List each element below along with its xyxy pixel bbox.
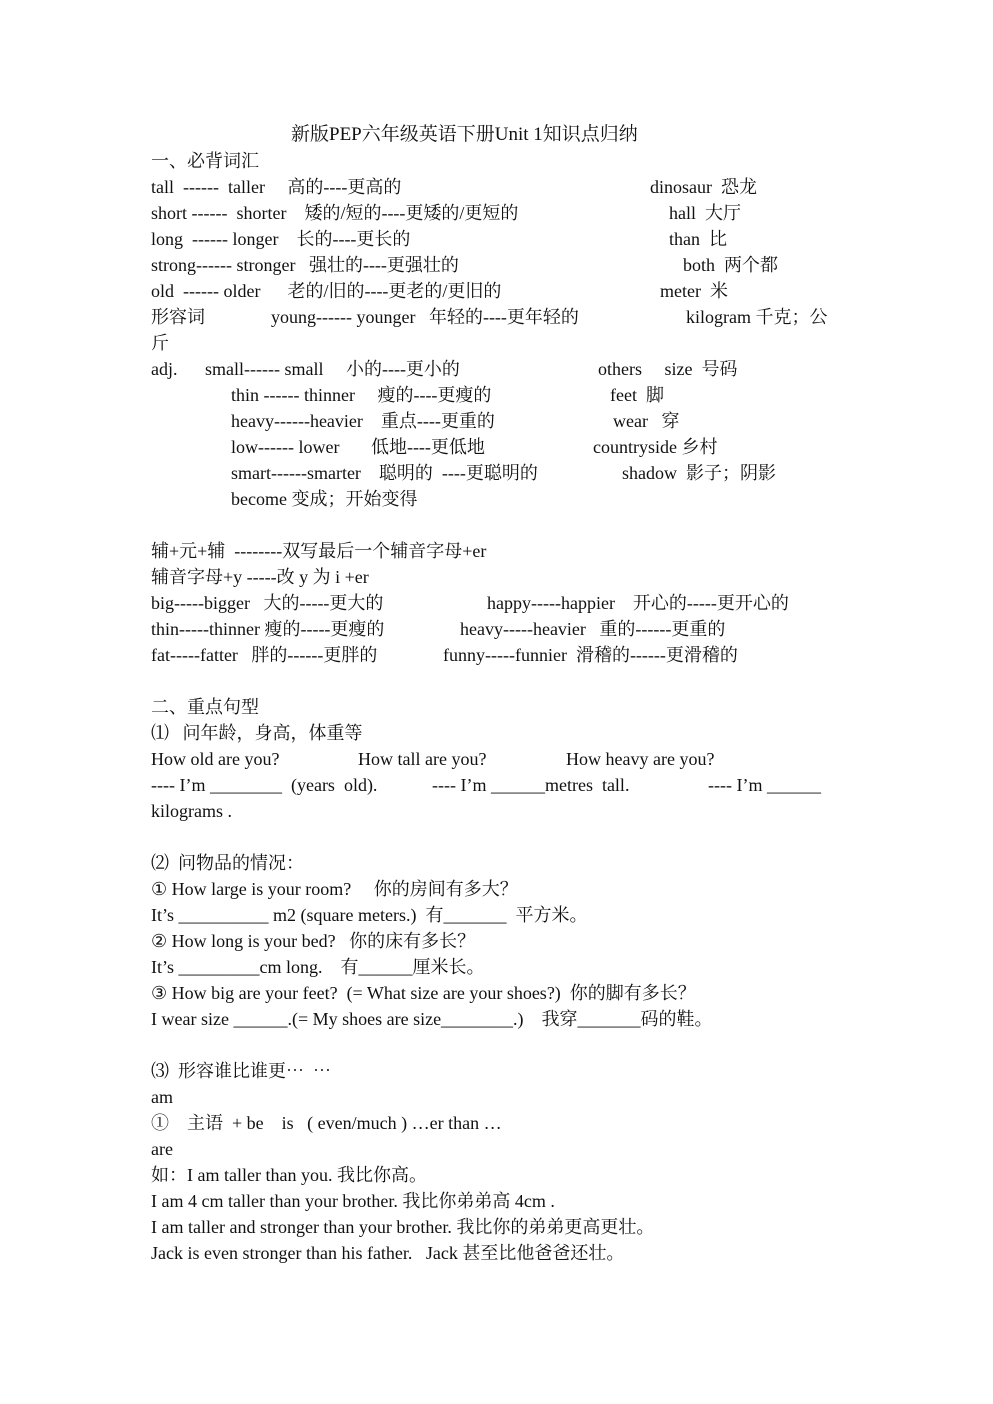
question: How heavy are you? (566, 749, 715, 769)
pattern-line: ② How long is your bed? 你的床有多长？ (151, 931, 476, 951)
pattern-line: ① How large is your room? 你的房间有多大？ (151, 879, 518, 899)
example-sentence: I am 4 cm taller than your brother. 我比你弟弟高 4cm . (151, 1191, 555, 1211)
vocab-row-mid: small------ small 小的----更小的 (205, 359, 460, 379)
example-sentence: Jack is even stronger than his father. Jack 甚至比他爸爸还壮。 (151, 1243, 625, 1263)
pattern-line: It’s __________ m2 (square meters.) 有_______ 平方米。 (151, 905, 588, 925)
vocab-row-right: countryside 乡村 (593, 437, 718, 457)
be-option: are (151, 1139, 173, 1159)
wrapped-text: 斤 (151, 333, 169, 353)
vocab-row-left: thin ------ thinner 瘦的----更瘦的 (231, 385, 492, 405)
rule-example-right: funny-----funnier 滑稽的------更滑稽的 (443, 645, 738, 665)
rule-line: 辅+元+辅 --------双写最后一个辅音字母+er (151, 541, 487, 561)
example-sentence: I am taller and stronger than your brother. 我比你的弟弟更高更壮。 (151, 1217, 655, 1237)
rule-example-right: happy-----happier 开心的-----更开心的 (487, 593, 789, 613)
pattern-line: It’s _________cm long. 有______厘米长。 (151, 957, 485, 977)
pattern-line: I wear size ______.(= My shoes are size________.) 我穿_______码的鞋。 (151, 1009, 713, 1029)
vocab-row-left: short ------ shorter 矮的/短的----更矮的/更短的 (151, 203, 519, 223)
question: How old are you? (151, 749, 280, 769)
vocab-row-right: than 比 (669, 229, 727, 249)
vocab-row-left: old ------ older 老的/旧的----更老的/更旧的 (151, 281, 502, 301)
vocab-row-right: both 两个都 (683, 255, 779, 275)
pattern-line: ③ How big are your feet? (= What size are your shoes?) 你的脚有多长？ (151, 983, 696, 1003)
example-sentence: 如：I am taller than you. 我比你高。 (151, 1165, 427, 1185)
answer-blank: ---- I’m ______ (708, 775, 821, 795)
vocab-row-mid: young------ younger 年轻的----更年轻的 (271, 307, 579, 327)
vocab-row-left: smart------smarter 聪明的 ----更聪明的 (231, 463, 538, 483)
pattern-heading: ⑶ 形容谁比谁更⋯ ⋯ (151, 1061, 331, 1081)
vocab-row-right: hall 大厅 (669, 203, 741, 223)
be-option: am (151, 1087, 173, 1107)
adj-label: 形容词 (151, 307, 205, 327)
vocab-row-right: feet 脚 (610, 385, 664, 405)
rule-line: 辅音字母+y -----改 y 为 i +er (151, 567, 369, 587)
formula: ① 主语 + be is ( even/much ) …er than … (151, 1113, 502, 1133)
adj-abbr: adj. (151, 359, 178, 379)
vocab-become: become 变成；开始变得 (231, 489, 418, 509)
wrapped-text: kilograms . (151, 801, 232, 821)
rule-example-left: big-----bigger 大的-----更大的 (151, 593, 384, 613)
section-heading-patterns: 二、重点句型 (151, 697, 259, 717)
answer-blank: ---- I’m ______metres tall. (432, 775, 630, 795)
rule-example-left: thin-----thinner 瘦的-----更瘦的 (151, 619, 385, 639)
answer-blank: ---- I’m ________ (years old). (151, 775, 378, 795)
vocab-row-right: meter 米 (660, 281, 728, 301)
vocab-row-right: others size 号码 (598, 359, 738, 379)
vocab-row-right: wear 穿 (613, 411, 680, 431)
vocab-row-left: low------ lower 低地----更低地 (231, 437, 485, 457)
vocab-row-right: kilogram 千克；公 (686, 307, 828, 327)
pattern-heading: ⑵ 问物品的情况： (151, 853, 304, 873)
section-heading-vocab: 一、必背词汇 (151, 151, 259, 171)
vocab-row-left: long ------ longer 长的----更长的 (151, 229, 411, 249)
pattern-heading: ⑴ 问年龄，身高，体重等 (151, 723, 363, 743)
vocab-row-left: strong------ stronger 强壮的----更强壮的 (151, 255, 459, 275)
rule-example-right: heavy-----heavier 重的------更重的 (460, 619, 726, 639)
vocab-row-left: heavy------heavier 重点----更重的 (231, 411, 495, 431)
rule-example-left: fat-----fatter 胖的------更胖的 (151, 645, 378, 665)
question: How tall are you? (358, 749, 487, 769)
vocab-row-right: shadow 影子；阴影 (622, 463, 776, 483)
vocab-row-left: tall ------ taller 高的----更高的 (151, 177, 402, 197)
page-title: 新版PEP六年级英语下册Unit 1知识点归纳 (291, 124, 638, 145)
vocab-row-right: dinosaur 恐龙 (650, 177, 757, 197)
